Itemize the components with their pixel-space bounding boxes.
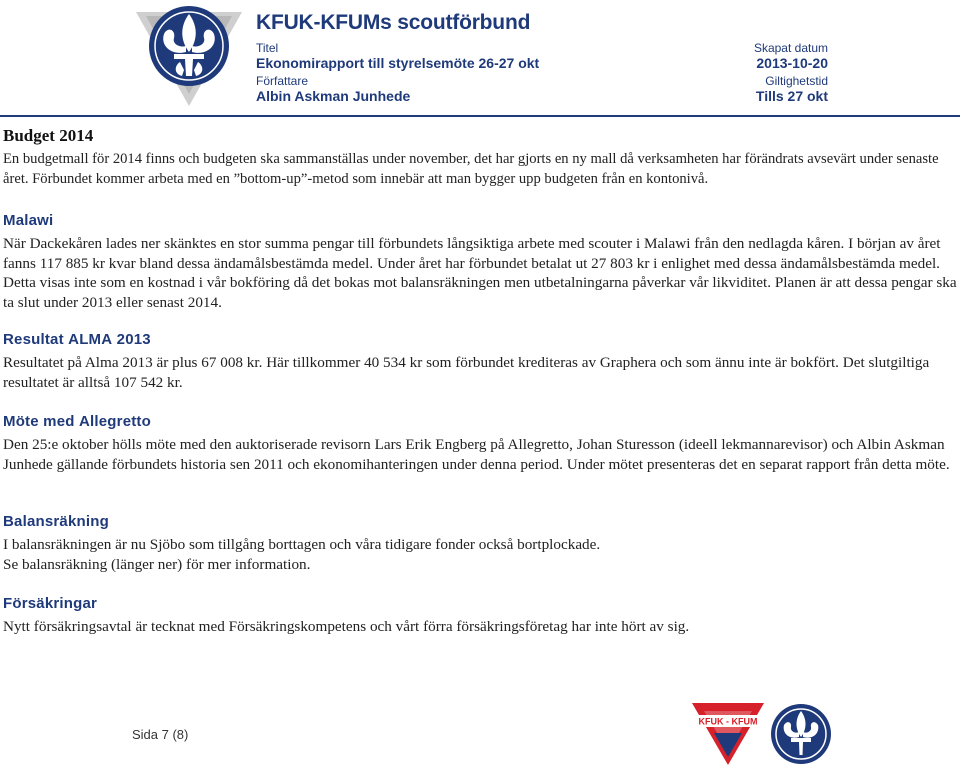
section-body-forsakringar: Nytt försäkringsavtal är tecknat med Försäkringskompetens och vårt förra försäkringsföretag har inte hört av sig. [3,618,690,635]
section-balansrakning [3,513,958,574]
author-value: Albin Askman Junhede [256,88,411,104]
section-body-malawi: När Dackekåren lades ner skänktes en stor summa pengar till förbundets långsiktiga arbete med scouter i Malawi från den nedlagda kåren. I början av året fanns 117 885 kr kvar bland dessa ändamålsbestämda medel. Under året har förbundet betalat ut 27 803 kr i enlighet med dessa ändamålsbestämda medel. Detta visas inte som en kostnad i vår bokföring då det bokas mot balansräkningen men utbetalningarna påverkar vår likviditet. Planen är att dessa pengar ska ta slut under 2013 eller senast 2014. [3,235,957,311]
author-label: Författare [256,74,309,88]
section-body-allegretto: Den 25:e oktober hölls möte med den auktoriserade revisorn Lars Erik Engberg på Allegretto, Johan Sturesson (ideell lekmannarevisor) och Albin Askman Junhede gällande förbundets historia sen 2011 och ekonomihanteringen under denna period. Under mötet presenteras det en separat rapport från detta möte. [3,436,950,473]
fleur-de-lis-triangle-icon [136,4,242,108]
section-body-alma: Resultatet på Alma 2013 är plus 67 008 kr. Här tillkommer 40 534 kr som förbundet krediteras av Graphera och som ännu inte är bokfört. Det slutgiltiga resultatet är alltså 107 542 kr. [3,354,930,391]
section-body-budget: En budgetmall för 2014 finns och budgeten ska sammanställas under november, det har gjorts en ny mall då verksamheten har förändrats avsevärt under senaste året. Förbundet kommer arbeta med en ”bottom-up”-metod som innebär att man bygger upp budgeten från en kontonivå. [3,151,939,187]
section-alma [3,331,958,392]
section-malawi [3,212,958,312]
organization-name: KFUK-KFUMs scoutförbund [256,11,531,34]
section-body-balansrakning-line2: Se balansräkning (länger ner) för mer information. [3,555,311,573]
validity-value: Tills 27 okt [755,88,828,104]
section-heading-forsakringar: Försäkringar [3,595,98,612]
section-heading-budget: Budget 2014 [3,126,94,145]
page-number: Sida 7 (8) [132,727,189,742]
section-heading-alma: Resultat ALMA 2013 [3,331,151,348]
section-budget [3,126,958,189]
section-heading-malawi: Malawi [3,212,54,229]
section-heading-allegretto: Möte med Allegretto [3,413,151,430]
section-allegretto [3,413,958,474]
created-date-label: Skapat datum [753,41,828,55]
title-label: Titel [256,41,279,55]
header-divider [0,115,960,117]
validity-label: Giltighetstid [765,74,828,88]
document-title: Ekonomirapport till styrelsemöte 26-27 okt [256,55,540,71]
section-forsakringar [3,595,958,637]
created-date-value: 2013-10-20 [756,55,828,71]
kfuk-kfum-triangle-logo [692,703,764,765]
scout-fleur-de-lis-logo [770,703,832,765]
svg-text:KFUK - KFUM: KFUK - KFUM [698,716,758,727]
section-heading-balansrakning: Balansräkning [3,513,109,530]
section-body-balansrakning-line1: I balansräkningen är nu Sjöbo som tillgång borttagen och våra tidigare fonder också bortplockade. [3,536,601,553]
